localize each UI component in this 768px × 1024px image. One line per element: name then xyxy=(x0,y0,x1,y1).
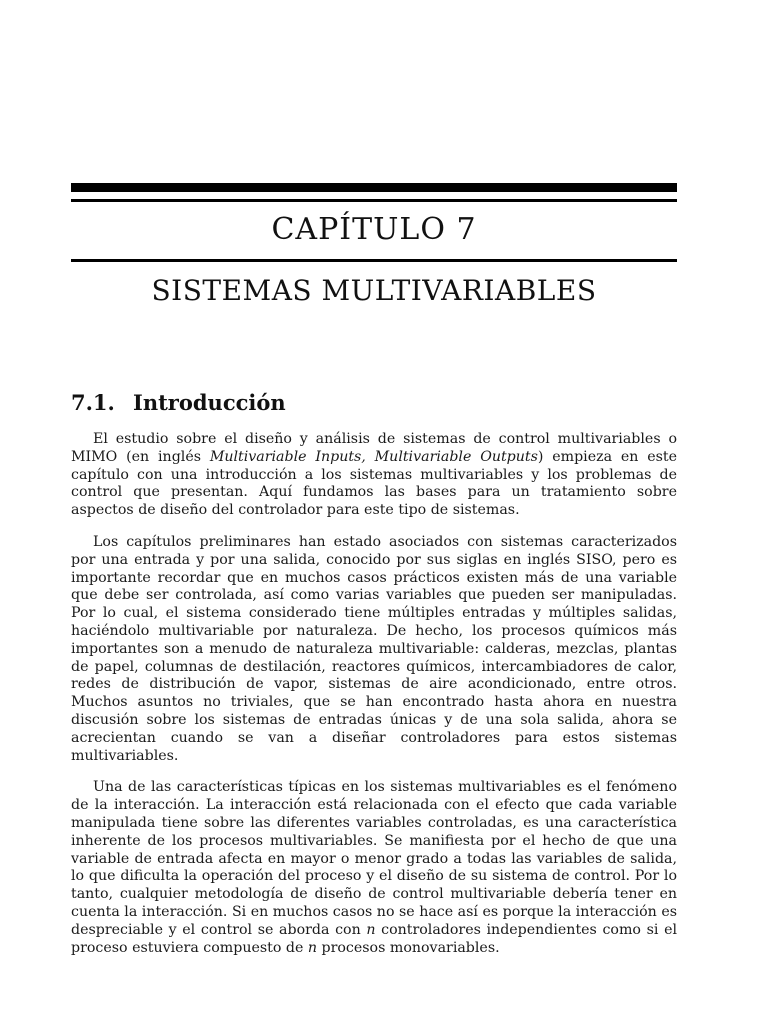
paragraph-1-text-b: ) empieza en este capítulo con una introducción a los sistemas multivariables y los problemas de control que presentan. Aquí fundamos las bases para un tratamiento sobre aspectos de diseño del controlador para este tipo de sistemas. xyxy=(71,448,678,519)
paragraph-3-var-n-2: n xyxy=(307,939,318,956)
paragraph-3-text-b: controladores independientes como si el proceso estuviera compuesto de xyxy=(71,921,678,956)
chapter-label: CAPÍTULO 7 xyxy=(271,212,477,247)
paragraph-3-var-n-1: n xyxy=(366,921,376,938)
paragraph-3-text-c: procesos monovariables. xyxy=(317,939,500,956)
top-thick-rule xyxy=(71,183,677,192)
section-title: Introducción xyxy=(133,390,286,415)
body-text xyxy=(71,431,677,971)
paragraph-2: Los capítulos preliminares han estado asociados con sistemas caracterizados por una entrada y por una salida, conocido por sus siglas en inglés SISO, pero es importante recordar que en muchos casos prácticos existen más de una variable que debe ser controlada, así como varias variables que pueden ser manipuladas. Por lo cual, el sistema considerado tiene múltiples entradas y múltiples salidas, haciéndolo multivariable por naturaleza. De hecho, los procesos químicos más importantes son a menudo de naturaleza multivariable: calderas, mezclas, plantas de papel, columnas de destilación, reactores químicos, intercambiadores de calor, redes de distribución de vapor, sistemas de aire acondicionado, entre otros. Muchos asuntos no triviales, que se han encontrado hasta ahora en nuestra discusión sobre los sistemas de entradas únicas y de una sola salida, ahora se acrecientan cuando se van a diseñar controladores para estos sistemas multivariables. xyxy=(71,533,677,764)
chapter-title: SISTEMAS MULTIVARIABLES xyxy=(151,274,597,307)
paragraph-1 xyxy=(71,431,677,520)
paragraph-3-text-a: Una de las características típicas en los sistemas multivariables es el fenómeno de la interacción. La interacción está relacionada con el efecto que cada variable manipulada tiene sobre las diferentes variables controladas, es una característica inherente de los procesos multivariables. Se manifiesta por el hecho de que una variable de entrada afecta en mayor o menor grado a todas las variables de salida, lo que dificulta la operación del proceso y el diseño de su sistema de control. Por lo tanto, cualquier metodología de diseño de control multivariable debería tener en cuenta la interacción. Si en muchos casos no se hace así es porque la interacción es despreciable y el control se aborda con xyxy=(71,779,677,938)
section-heading xyxy=(71,390,286,415)
paragraph-1-text-a: El estudio sobre el diseño y análisis de sistemas de control multivariables o MIMO (en inglés xyxy=(71,431,677,465)
chapter-divider-rule xyxy=(71,259,677,262)
paragraph-3 xyxy=(71,779,677,957)
top-thin-rule xyxy=(71,199,677,202)
section-number: 7.1. xyxy=(71,390,115,415)
paragraph-1-italic: Multivariable Inputs, Multivariable Outputs xyxy=(209,448,538,465)
